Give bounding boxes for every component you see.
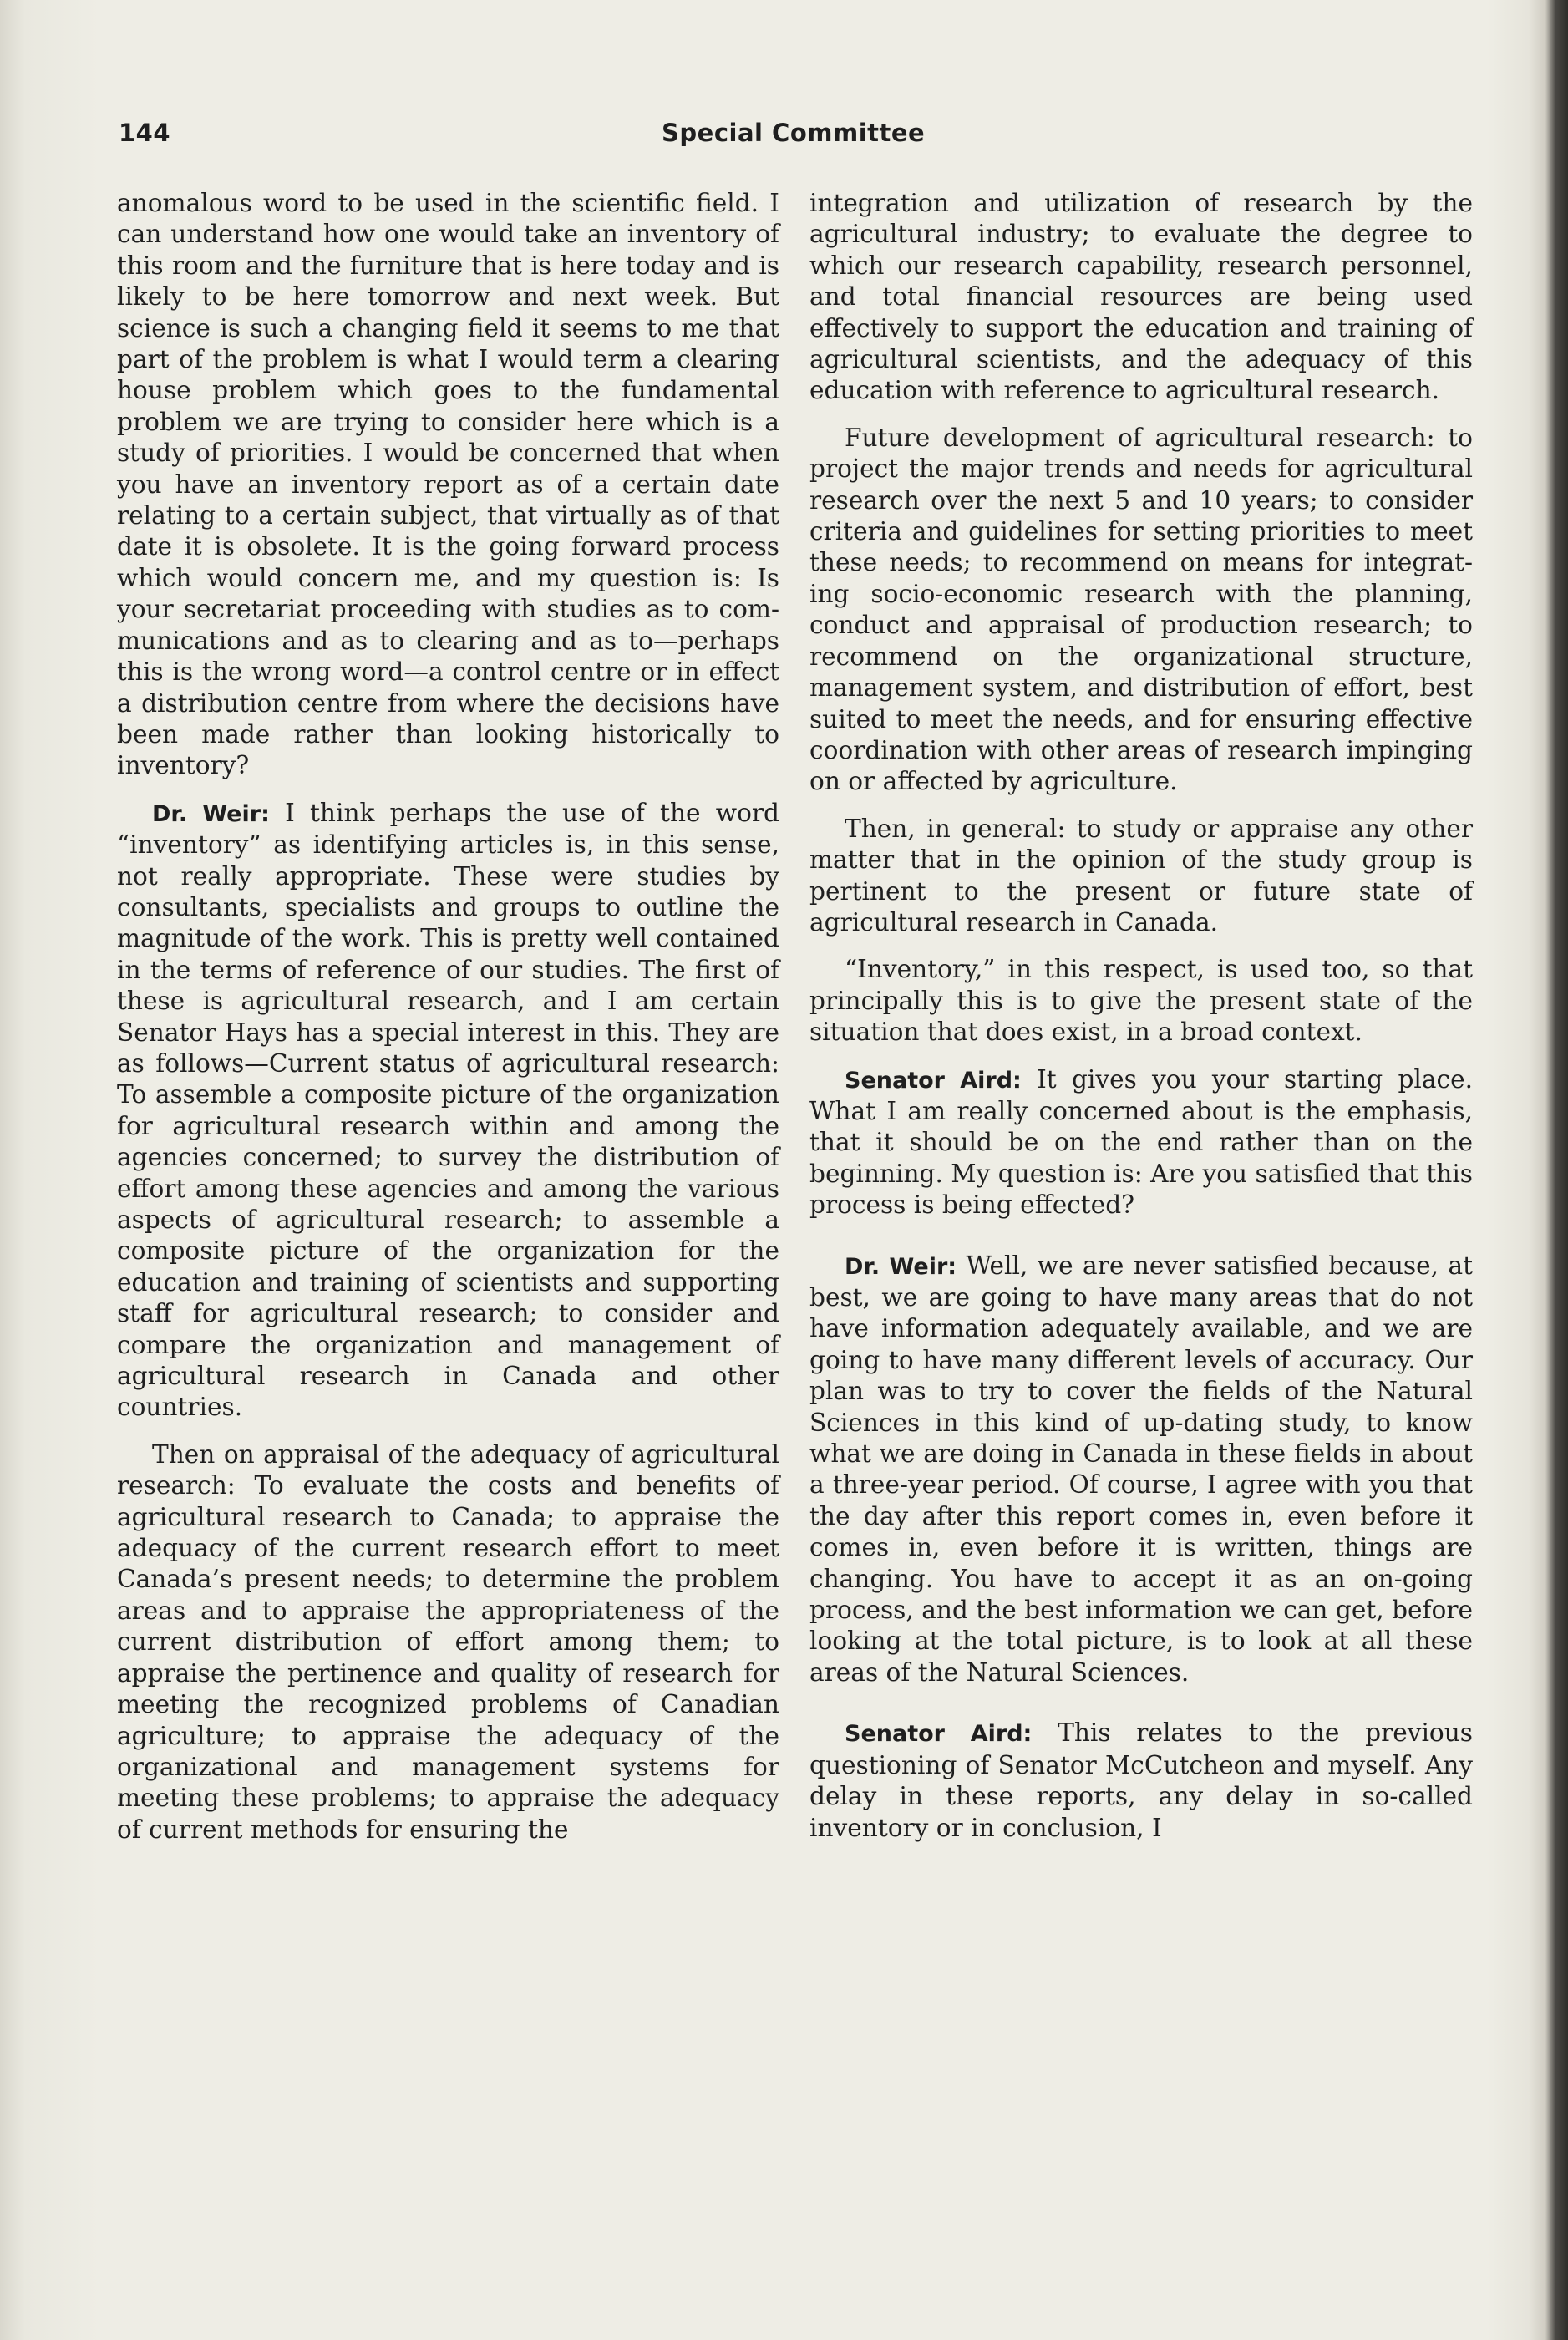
paragraph: Then on appraisal of the adequacy of agricultural research: To evaluate the costs and benefits of agricultural research to Canada; to appraise the adequacy of the current research effort to meet Canada’s present needs; to determine the problem areas and to appraise the appropriateness of the current distribution of effort among them; to appraise the pertinence and quality of research for meeting the recognized problems of Canadian agriculture; to appraise the adequacy of the organizational and management systems for meeting these problems; to appraise the adequacy of current methods for ensuring the <box>117 1439 779 1844</box>
speaker-name: Senator Aird: <box>845 1067 1022 1094</box>
paragraph <box>809 1064 1473 1221</box>
page-header <box>119 119 1472 160</box>
paragraph: integration and utilization of research by the agricultural industry; to evaluate the degree to which our research capability, research personnel, and total financial resources are being used effectively to support the education and training of agricultural scientists, and the adequacy of this education with reference to agricultural research. <box>809 189 1473 405</box>
spacer <box>809 1704 1473 1718</box>
paragraph <box>117 798 779 1424</box>
paragraph: Future development of agricultural research: to project the major trends and needs for agricultural research over the next 5 and 10 years; to consider criteria and guidelines for setting priorities to meet these needs; to recommend on means for integrating socio-economic research with the planning, conduct and appraisal of production research; to recommend on the organizational structure, management system, and distribution of effort, best suited to meet the needs, and for ensuring effective coordination with other areas of research impinging on or affected by agriculture. <box>809 423 1473 796</box>
paragraph <box>809 1251 1473 1689</box>
spacer <box>809 1237 1473 1251</box>
right-column <box>809 188 1473 1860</box>
speaker-name: Dr. Weir: <box>845 1253 957 1280</box>
paragraph: anomalous word to be used in the scientific field. I can understand how one would take an inventory of this room and the furniture that is here today and is likely to be here tomorrow and next week. But science is such a changing field it seems to me that part of the problem is what I would term a clearing house problem which goes to the fundamental problem we are trying to consider here which is a study of priorities. I would be concerned that when you have an inventory report as of a certain date relating to a certain subject, that virtually as of that date it is obsolete. It is the going forward process which would concern me, and my question is: Is your secretariat proceeding with studies as to communications and as to clearing and as to—perhaps this is the wrong word—a control centre or in effect a distribution centre from where the decisions have been made rather than looking historically to inventory? <box>117 189 779 780</box>
running-title: Special Committee <box>662 119 926 147</box>
paragraph: Then, in general: to study or appraise any other matter that in the opinion of the study group is pertinent to the present or future state of agricultural research in Canada. <box>809 814 1473 937</box>
speaker-name: Dr. Weir: <box>152 800 270 827</box>
speech-text: It gives you your starting place. What I am really concerned about is the emphasis, that it should be on the end rather than on the beginning. My question is: Are you satisfied that this process is being effected? <box>809 1064 1473 1220</box>
speech-text: This relates to the previous questioning of Senator McCutcheon and myself. Any delay in these reports, any delay in so-called inventory or in conclusion, I <box>809 1718 1473 1842</box>
page-number: 144 <box>119 119 171 147</box>
paragraph <box>809 1718 1473 1844</box>
speech-text: I think perhaps the use of the word “inventory” as identifying articles is, in this sense, not really appropriate. These were studies by consultants, specialists and groups to outline the magnitude of the work. This is pretty well contained in the terms of reference of our studies. The first of these is agricultural research, and I am certain Senator Hays has a special interest in this. They are as follows—Current status of agricultural research: To assemble a composite picture of the organization for agricultural research within and among the agencies concerned; to survey the distribution of effort among these agencies and among the various aspects of agricultural research; to assemble a composite picture of the organization for the education and training of scientists and supporting staff for agricultural research; to consider and compare the organization and management of agricultural research in Canada and other countries. <box>117 798 779 1422</box>
paragraph: “Inventory,” in this respect, is used too, so that principally this is to give the present state of the situation that does exist, in a broad context. <box>809 955 1473 1047</box>
speech-text: Well, we are never satisfied because, at best, we are going to have many areas that do not have information adequately available, and we are going to have many different levels of accuracy. Our plan was to try to cover the fields of the Natural Sciences in this kind of up-dating study, to know what we are doing in Canada in these fields in about a three-year period. Of course, I agree with you that the day after this report comes in, even before it comes in, even before it is written, things are changing. You have to accept it as an on-going process, and the best information we can get, before looking at the total picture, is to look at all these areas of the Natural Sciences. <box>809 1251 1473 1687</box>
speaker-name: Senator Aird: <box>845 1721 1033 1748</box>
left-column <box>117 188 779 1861</box>
